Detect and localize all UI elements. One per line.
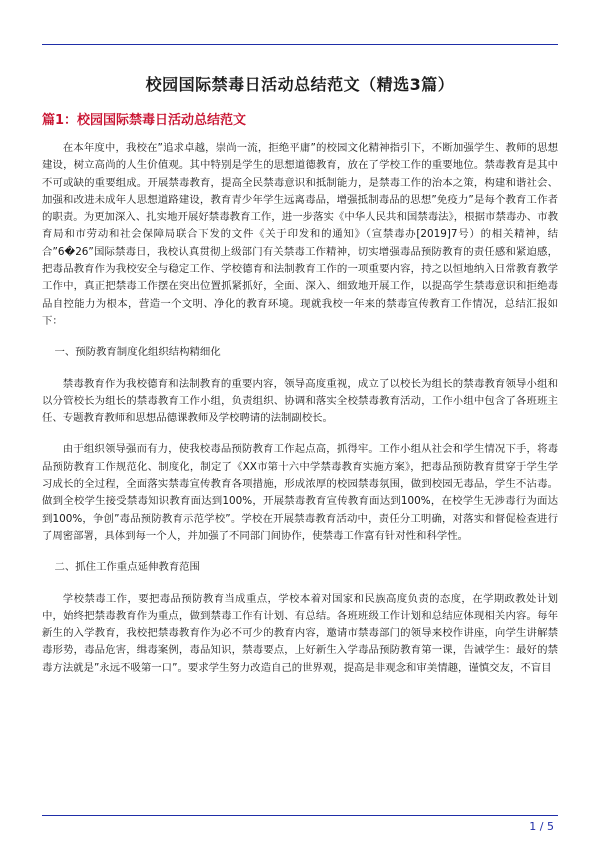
subheading: 二、抓住工作重点延伸教育范围 xyxy=(54,561,200,574)
section-title: 篇1：校园国际禁毒日活动总结范文 xyxy=(42,113,247,128)
page-number: 1 / 5 xyxy=(529,820,554,833)
document-title: 校园国际禁毒日活动总结范文（精选3篇） xyxy=(145,75,455,94)
document-body xyxy=(42,72,558,691)
paragraph: 由于组织领导强而有力，使我校毒品预防教育工作起点高，抓得牢。工作小组从社会和学生情况下手，将毒品预防教育工作规范化、制度化，制定了《XX市第十六中学禁毒教育实施方案》，把毒品预防教育贯穿于学生学习成长的全过程，全面落实禁毒宣传教育各项措施，形成浓厚的校园禁毒氛围，做到校园无毒品，学生不沾毒。做到全校学生接受禁毒知识教育面达到100%，开展禁毒教育宣传教育面达到100%，在校学生无涉毒行为面达到100%，争创”毒品预防教育示范学校”。学校在开展禁毒教育活动中，责任分工明确，对落实和督促检查进行了周密部署，具体到每一个人，并加强了不同部门间协作，使禁毒工作富有针对性和科学性。 xyxy=(42,443,558,542)
paragraph: 禁毒教育作为我校德育和法制教育的重要内容，领导高度重视，成立了以校长为组长的禁毒教育领导小组和以分管校长为组长的禁毒教育工作小组，负责组织、协调和落实全校禁毒教育活动，工作小组中包含了各班班主任、专题教育教师和思想品德课教师及学校聘请的法制副校长。 xyxy=(42,377,558,425)
paragraph: 在本年度中，我校在”追求卓越，崇尚一流，拒绝平庸”的校园文化精神指引下，不断加强学生、教师的思想建设，树立高尚的人生价值观。其中特别是学生的思想道德教育，放在了学校工作的重要地位。禁毒教育是其中不可或缺的重要组成。开展禁毒教育，提高全民禁毒意识和抵制能力，是禁毒工作的治本之策，构建和谐社会、加强和改进未成年人思想道路建设，教育青少年学生远离毒品，增强抵制毒品的思想”免疫力”是每个教育工作者的职责。为更加深入、扎实地开展好禁毒教育工作，进一步落实《中华人民共和国禁毒法》，根据市禁毒办、市教育局和市劳动和社会保障局联合下发的文件《关于印发和的通知》（宣禁毒办[2019]7号）的相关精神，结合”6�26”国际禁毒日，我校认真贯彻上级部门有关禁毒工作精神，切实增强毒品预防教育的责任感和紧迫感，把毒品教育作为我校安全与稳定工作、学校德育和法制教育工作的一项重要内容，持之以恒地纳入日常教育教学工作中，真正把禁毒工作摆在突出位置抓紧抓好，全面、深入、细致地开展工作，以提高学生禁毒意识和拒绝毒品自控能力为根本，营造一个文明、净化的教育环境。现就我校一年来的禁毒宣传教育工作情况，总结汇报如下： xyxy=(42,142,558,327)
subheading: 一、预防教育制度化组织结构精细化 xyxy=(54,346,221,359)
paragraph: 学校禁毒工作，要把毒品预防教育当成重点，学校本着对国家和民族高度负责的态度，在学期政教处计划中，始终把禁毒教育作为重点，做到禁毒工作有计划、有总结。各班班级工作计划和总结应体现相关内容。每年新生的入学教育，我校把禁毒教育作为必不可少的教育内容，邀请市禁毒部门的领导来校作讲座，向学生讲解禁毒形势，毒品危害，缉毒案例，毒品知识，禁毒要点，上好新生入学毒品预防教育第一课，告诫学生：最好的禁毒方法就是”永远不吸第一口”。要求学生努力改造自己的世界观，提高是非观念和审美情趣，谨慎交友，不盲目 xyxy=(42,592,558,674)
header-rule xyxy=(42,44,558,45)
footer-rule xyxy=(42,815,558,816)
